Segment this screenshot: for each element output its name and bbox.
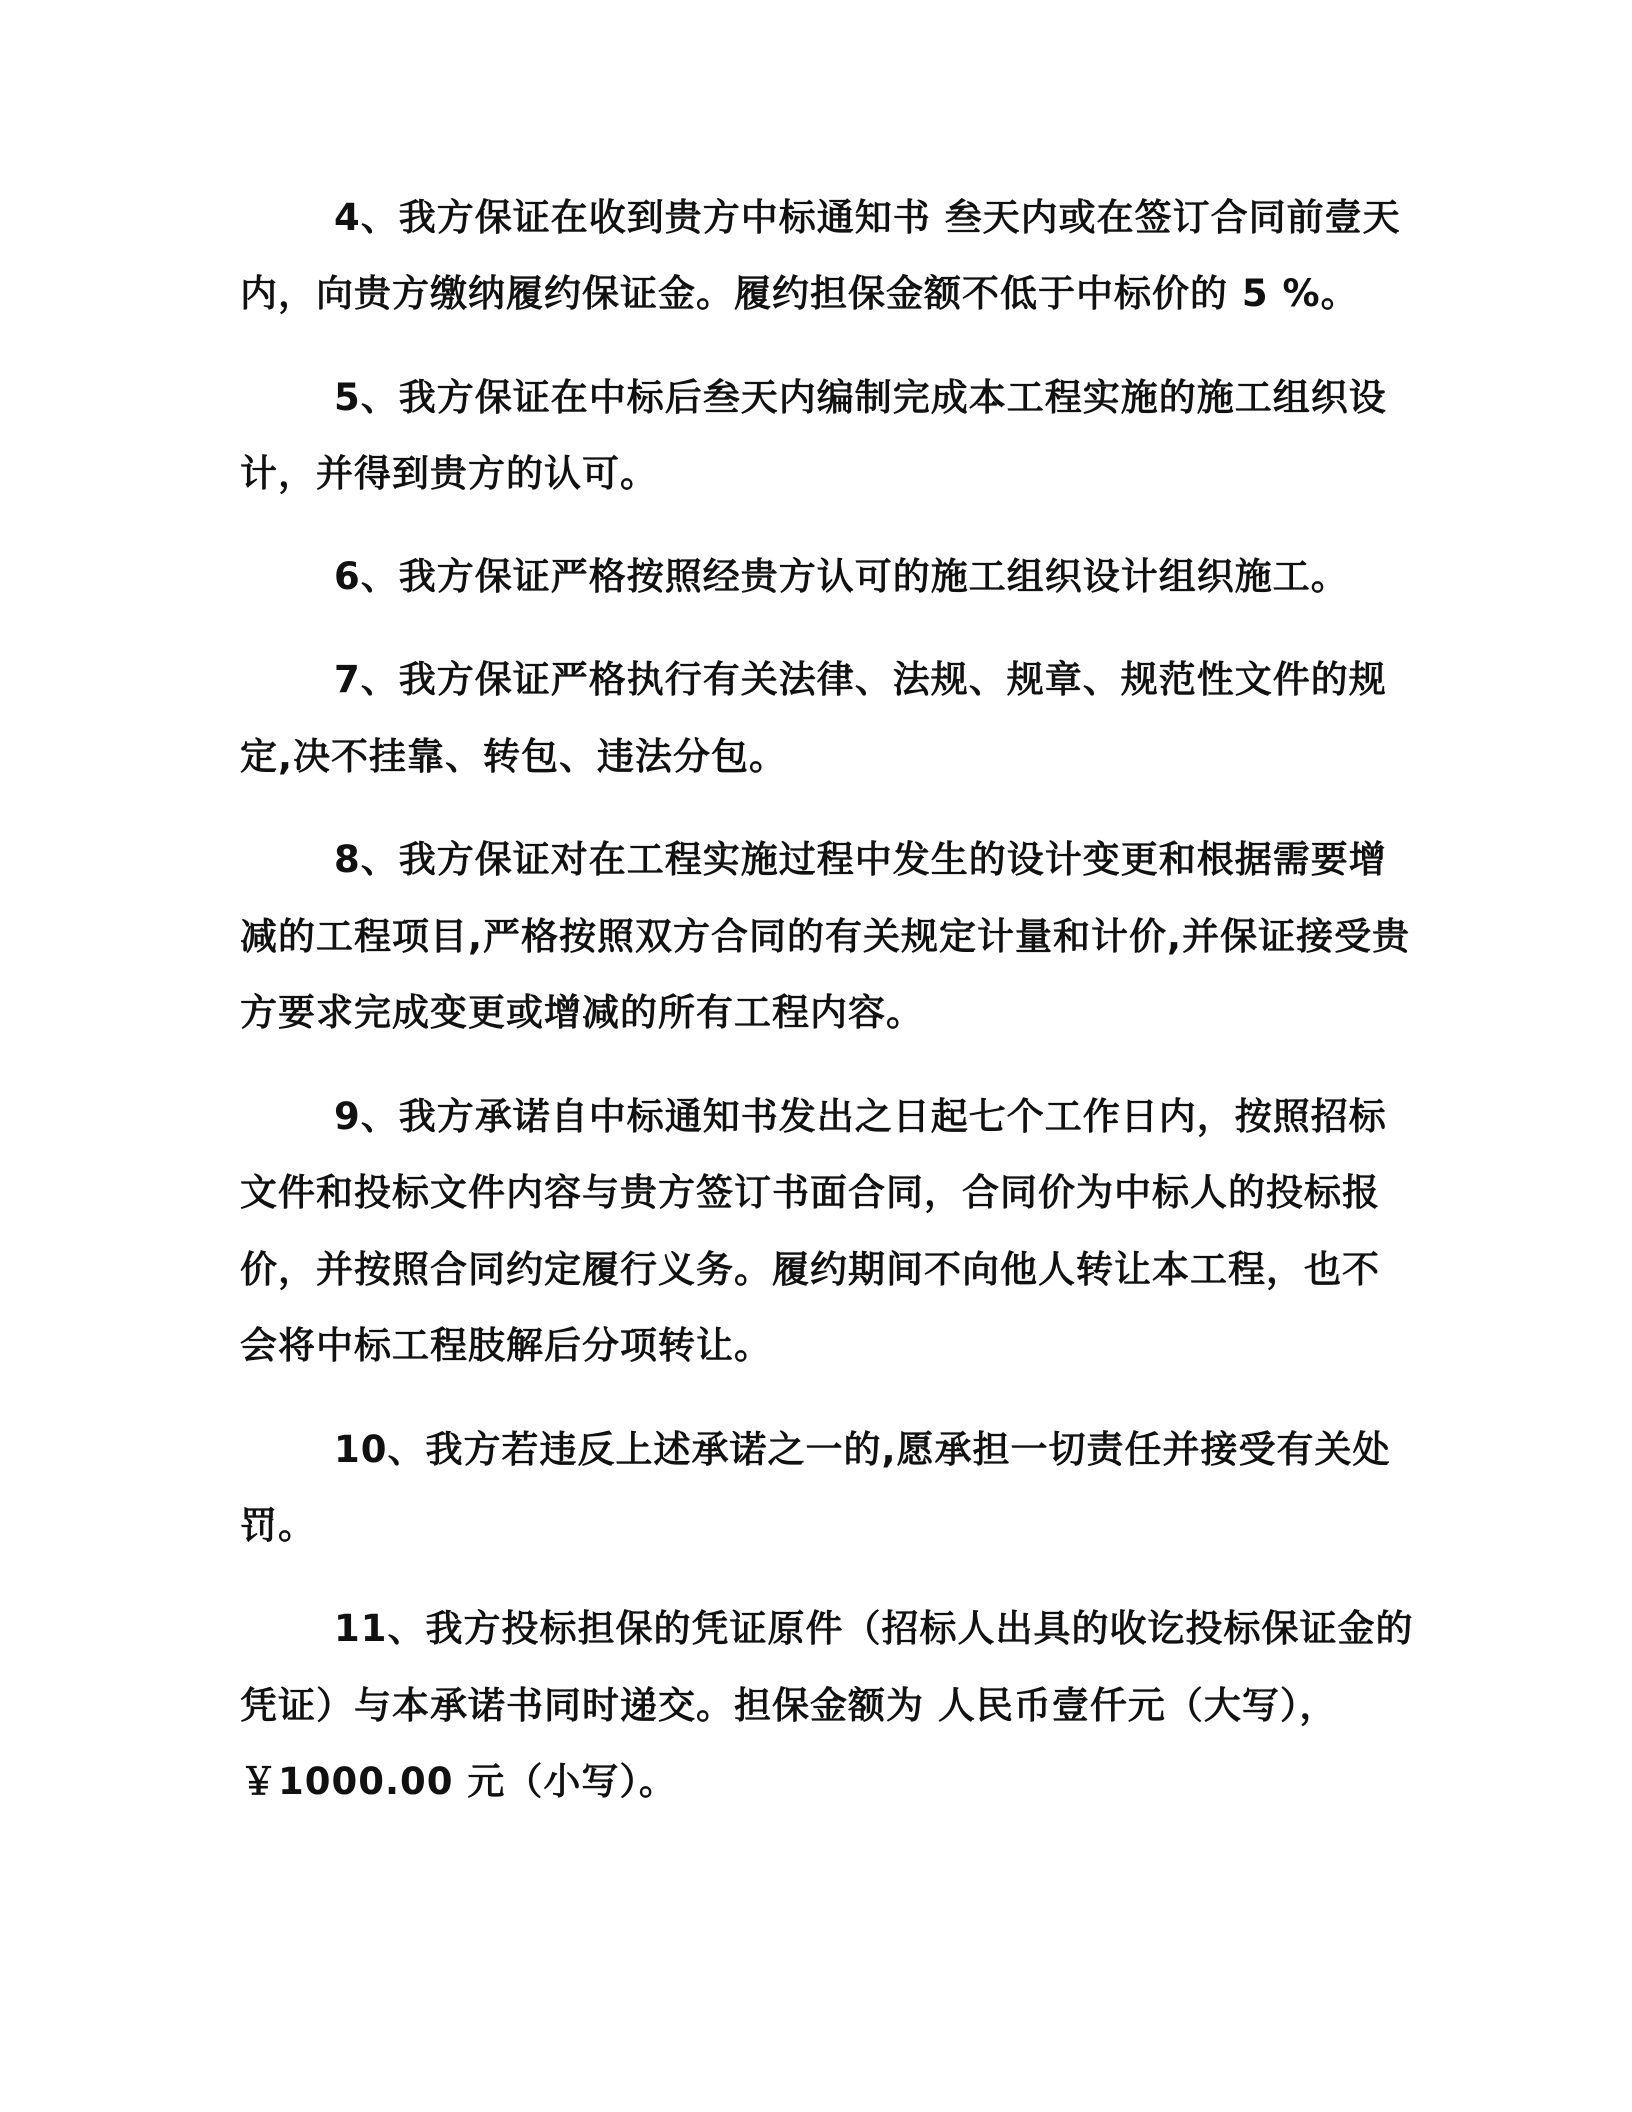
paragraph-8-line-3: 方要求完成变更或增减的所有工程内容。	[240, 991, 924, 1034]
paragraph-8-line-1: 8、我方保证对在工程实施过程中发生的设计变更和根据需要增	[334, 838, 1387, 881]
paragraph-10-line-2: 罚。	[240, 1504, 316, 1547]
paragraph-7-line-1: 7、我方保证严格执行有关法律、法规、规章、规范性文件的规	[334, 658, 1387, 701]
paragraph-11-line-3: ￥1000.00 元（小写）。	[240, 1760, 677, 1803]
paragraph-9-line-2: 文件和投标文件内容与贵方签订书面合同，合同价为中标人的投标报	[240, 1171, 1380, 1214]
paragraph-11-line-2: 凭证）与本承诺书同时递交。担保金额为 人民币壹仟元（大写），	[240, 1684, 1338, 1727]
paragraph-11-line-1: 11、我方投标担保的凭证原件（招标人出具的收讫投标保证金的	[334, 1607, 1414, 1650]
paragraph-5-line-1: 5、我方保证在中标后叁天内编制完成本工程实施的施工组织设	[334, 376, 1387, 419]
paragraph-9-line-1: 9、我方承诺自中标通知书发出之日起七个工作日内，按照招标	[334, 1095, 1387, 1138]
paragraph-8-line-2: 减的工程项目,严格按照双方合同的有关规定计量和计价,并保证接受贵	[240, 915, 1411, 958]
paragraph-6-line-1: 6、我方保证严格按照经贵方认可的施工组织设计组织施工。	[334, 555, 1349, 598]
paragraph-4-line-2: 内，向贵方缴纳履约保证金。履约担保金额不低于中标价的 5 %。	[240, 272, 1359, 315]
paragraph-10-line-1: 10、我方若违反上述承诺之一的,愿承担一切责任并接受有关处	[334, 1428, 1391, 1471]
paragraph-9-line-3: 价，并按照合同约定履行义务。履约期间不向他人转让本工程，也不	[240, 1248, 1380, 1291]
paragraph-7-line-2: 定,决不挂靠、转包、违法分包。	[240, 735, 788, 778]
paragraph-9-line-4: 会将中标工程肢解后分项转让。	[240, 1324, 772, 1367]
paragraph-4-line-1: 4、我方保证在收到贵方中标通知书 叁天内或在签订合同前壹天	[334, 196, 1401, 239]
paragraph-5-line-2: 计，并得到贵方的认可。	[240, 452, 658, 495]
